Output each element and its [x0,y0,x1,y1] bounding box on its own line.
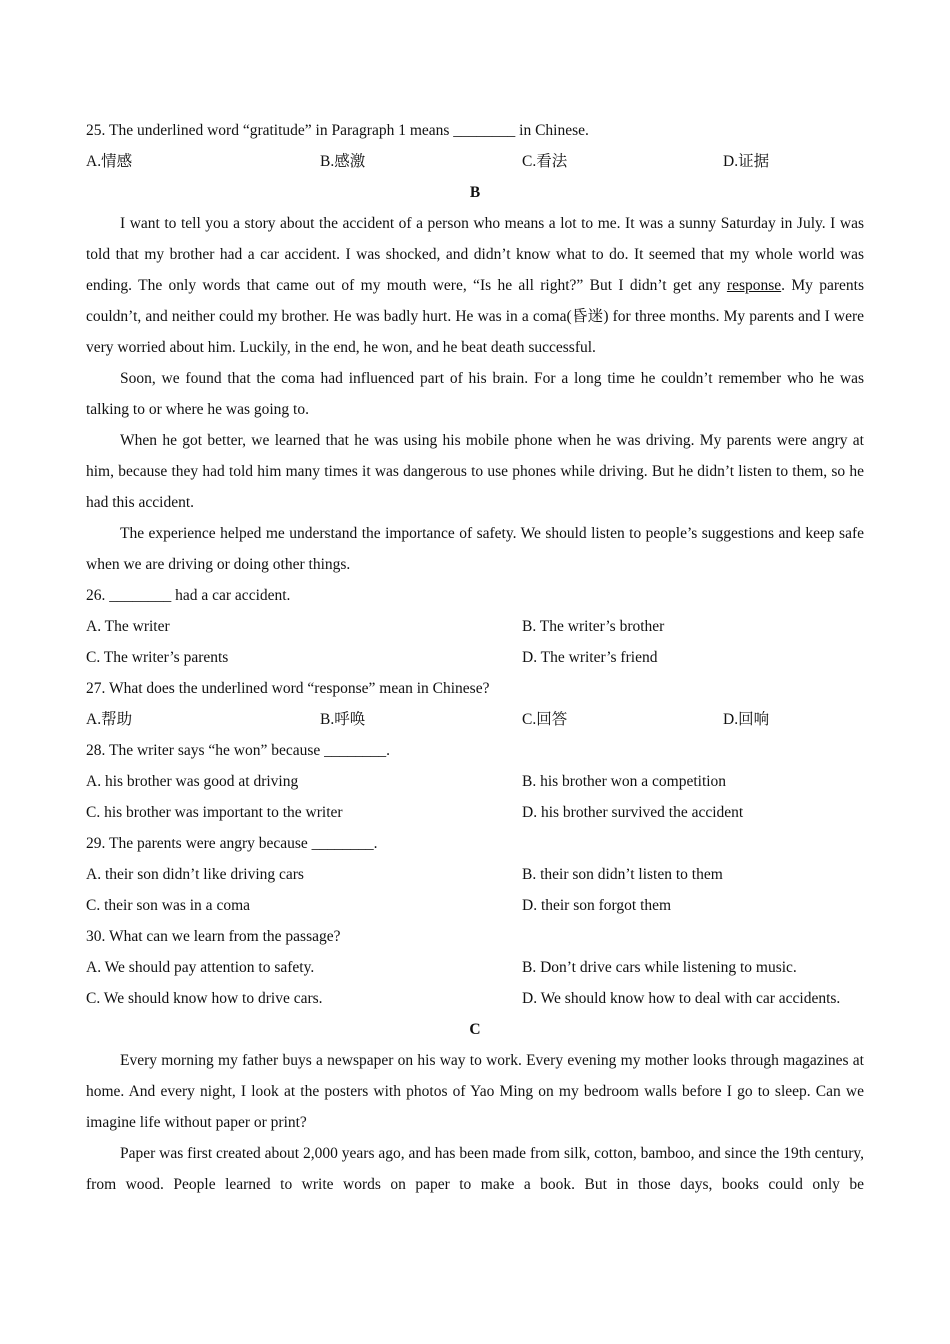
section-c-paragraph-1: Every morning my father buys a newspaper on his way to work. Every evening my mother looks through magazines at home. And every night, I look at the posters with photos of Yao Ming on my bedroom walls before I go to sleep. Can we imagine life without paper or print? [86,1052,864,1131]
question-29-options-row2 [86,890,864,921]
question-27-options [86,704,864,735]
question-26-stem: 26. ________ had a car accident. [86,587,291,604]
section-c-heading: C [469,1021,481,1038]
underlined-word: response [726,277,782,294]
section-b-heading: B [469,184,481,201]
option-b: B.感激 [320,153,366,170]
option-b: B. Don’t drive cars while listening to music. [522,959,797,976]
question-28-stem: 28. The writer says “he won” because ________. [86,742,391,759]
option-c: C. their son was in a coma [86,897,251,914]
option-b: B. their son didn’t listen to them [522,866,723,883]
question-28-options-row1 [86,766,864,797]
option-b: B. The writer’s brother [522,618,665,635]
option-c: C.看法 [522,153,568,170]
section-c-paragraph-2: Paper was first created about 2,000 years ago, and has been made from silk, cotton, bamboo, and since the 19th century, from wood. People learned to write words on paper to make a book. But in those days, books could only be [86,1145,864,1193]
document-page [86,115,864,1200]
option-c: C. We should know how to drive cars. [86,990,323,1007]
option-a: A.帮助 [86,711,133,728]
question-29-options-row1 [86,859,864,890]
question-26-options-row2 [86,642,864,673]
question-30-options-row1 [86,952,864,983]
question-27-stem: 27. What does the underlined word “response” mean in Chinese? [86,680,490,697]
option-d: D.证据 [723,153,770,170]
option-c: C. The writer’s parents [86,649,229,666]
question-29-stem: 29. The parents were angry because ________. [86,835,378,852]
question-30-stem: 30. What can we learn from the passage? [86,928,341,945]
option-a: A. We should pay attention to safety. [86,959,315,976]
option-d: D. The writer’s friend [522,649,658,666]
question-25-options [86,146,864,177]
question-26-options-row1 [86,611,864,642]
question-30-options-row2 [86,983,864,1014]
option-d: D. his brother survived the accident [522,804,744,821]
paragraph-text: . My parents couldn’t, and neither could my brother. He was badly hurt. He was in a coma(昏迷) for three months. My parents and I were very worried about him. Luckily, in the end, he won, and he beat death successful. [86,277,865,356]
option-c: C. his brother was important to the writer [86,804,343,821]
section-b-paragraph-4: The experience helped me understand the importance of safety. We should listen to people’s suggestions and keep safe when we are driving or doing other things. [86,525,864,573]
option-b: B.呼唤 [320,711,366,728]
option-a: A. their son didn’t like driving cars [86,866,304,883]
section-b-paragraph-3: When he got better, we learned that he was using his mobile phone when he was driving. My parents were angry at him, because they had told him many times it was dangerous to use phones while driving. But he didn’t listen to them, so he had this accident. [86,432,864,511]
option-a: A. his brother was good at driving [86,773,299,790]
question-25-stem: 25. The underlined word “gratitude” in Paragraph 1 means ________ in Chinese. [86,122,589,139]
section-b-paragraph-1 [86,208,864,363]
option-c: C.回答 [522,711,568,728]
question-28-options-row2 [86,797,864,828]
paragraph-text: I want to tell you a story about the accident of a person who means a lot to me. It was a sunny Saturday in July. I was told that my brother had a car accident. I was shocked, and didn’t know what to do. It seemed that my whole world was ending. The only words that came out of my mouth were, “Is he all right?” But I didn’t get any [86,215,864,294]
option-a: A.情感 [86,153,133,170]
section-b-paragraph-2: Soon, we found that the coma had influenced part of his brain. For a long time he couldn’t remember who he was talking to or where he was going to. [86,370,864,418]
option-d: D. their son forgot them [522,897,672,914]
option-a: A. The writer [86,618,170,635]
option-d: D.回响 [723,711,770,728]
option-d: D. We should know how to deal with car accidents. [522,990,841,1007]
option-b: B. his brother won a competition [522,773,727,790]
